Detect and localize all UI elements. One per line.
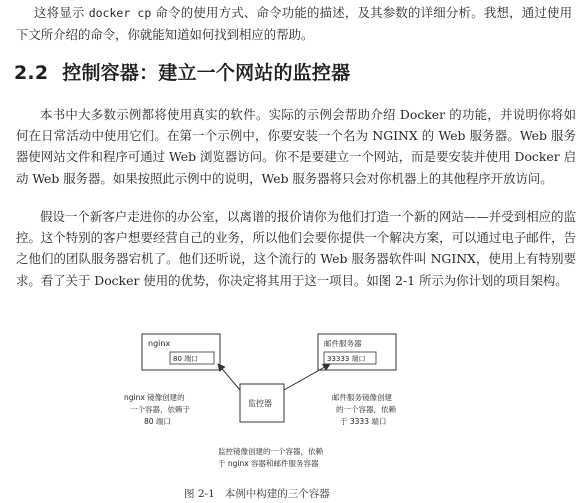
- figure-caption: [184, 486, 330, 501]
- watcher-note-line-2: 于 nginx 容器和邮件服务容器: [218, 459, 319, 468]
- mail-note: [332, 392, 398, 426]
- arrow-to-nginx: [218, 364, 240, 390]
- body-paragraph-2: 假设一个新客户走进你的办公室，以离谱的报价请你为他们打造一个新的网站——并受到相应的监控。这个特别的客户想要经营自己的业务，所以他们会要你提供一个解决方案，可以通过电子邮件，告之他们的团队服务器宕机了。他们还听说，这个流行的 Web 服务器软件叫 NGINX，使用上有特别要求。看了关于 Docker 使用的优势，你决定将其用于这一项目。如图 2-1 所示为你计划的项目架构。: [16, 209, 576, 288]
- section-heading: [14, 58, 350, 85]
- nginx-note-line-3: 80 端口: [144, 417, 171, 426]
- intro-text-end: 命令的使用方式、命令功能的描述，及其参数的详细分析。我想，通过使用下文所介绍的命令，你就能知道如何找到相应的帮助。: [16, 5, 572, 43]
- figure-number: 图 2-1: [184, 488, 215, 500]
- section-number: 2.2: [14, 62, 49, 84]
- mail-note-line-1: 邮件服务镜像创建: [332, 393, 392, 402]
- mail-port-label: 33333 端口: [327, 355, 366, 363]
- nginx-note-line-1: nginx 镜像创建的: [124, 393, 185, 402]
- nginx-note-line-2: 一个容器，依赖于: [130, 405, 190, 414]
- mail-label: 邮件服务器: [324, 339, 362, 348]
- intro-paragraph: [16, 2, 572, 45]
- intro-text-start: 这将显示: [34, 5, 89, 20]
- container-architecture-diagram: [100, 320, 460, 480]
- arrow-to-mail: [284, 364, 330, 390]
- nginx-port-label: 80 端口: [173, 355, 199, 363]
- body-paragraph-1: 本书中大多数示例都将使用真实的软件。实际的示例会帮助介绍 Docker 的功能，并说明你将如何在日常活动中使用它们。在第一个示例中，你要安装一个名为 NGINX 的 Web 服务器。Web 服务器使网站文件和程序可通过 Web 浏览器访问。你不是要建立一个网站，而是要安装并使用 Docker 启动 Web 服务器。如果按照此示例中的说明，Web 服务器将只会对你机器上的其他程序开放访问。: [16, 107, 576, 186]
- watcher-note-line-1: 监控镜像创建的一个容器，依赖: [218, 447, 323, 456]
- watcher-note: [218, 446, 325, 468]
- watcher-label: 监控器: [248, 399, 272, 408]
- section-title: 控制容器：建立一个网站的监控器: [62, 62, 351, 84]
- nginx-label: nginx: [148, 339, 171, 348]
- inline-command: docker cp: [88, 6, 152, 20]
- mail-note-line-3: 于 3333 端口: [340, 417, 387, 426]
- figure-caption-text: 本例中构建的三个容器: [224, 488, 330, 500]
- mail-note-line-2: 的一个容器，依赖: [336, 405, 396, 414]
- nginx-note: [124, 392, 192, 426]
